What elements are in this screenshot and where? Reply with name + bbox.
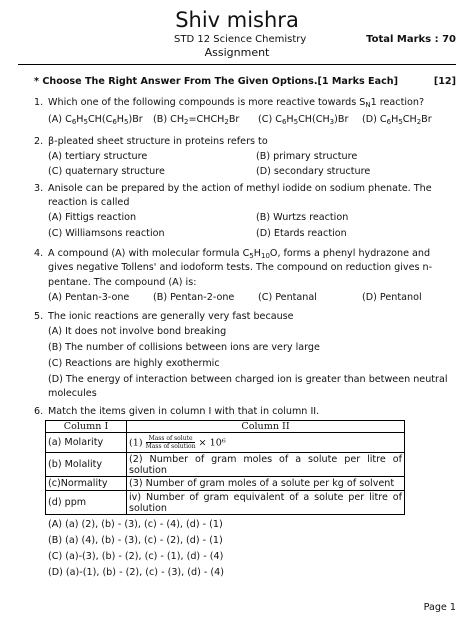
question-5-text: The ionic reactions are generally very fast because <box>48 311 294 322</box>
question-6-option-a: (A) (a) (2), (b) - (3), (c) - (4), (d) - (1) <box>48 519 223 530</box>
question-5-option-c: (C) Reactions are highly exothermic <box>48 358 220 369</box>
question-5-number: 5. <box>34 311 44 322</box>
match-row-a-col2: (1) $\frac{\text{Mass of solute}}{\text{Mass of solution}} \times 10^6$ <box>127 433 405 453</box>
question-2-number: 2. <box>34 136 44 147</box>
question-1-option-d: (D) $C_6H_5CH_2Br$ <box>362 114 432 126</box>
question-3-option-b: (B) Wurtzs reaction <box>256 212 349 223</box>
class-subject: STD 12 Science Chemistry <box>174 34 307 45</box>
question-3-option-d: (D) Etards reaction <box>256 228 347 239</box>
question-4-option-d: (D) Pentanol <box>362 292 422 303</box>
question-3-option-c: (C) Williamsons reaction <box>48 228 165 239</box>
question-6-text: Match the items given in column I with that in column II. <box>48 406 320 417</box>
question-5-option-d-continued: molecules <box>48 388 97 399</box>
question-4-option-a: (A) Pentan-3-one <box>48 292 130 303</box>
question-4-text-line2: gives negative Tollens' and iodoform tests. The compound on reduction gives n- <box>48 262 433 273</box>
question-2-text: β-pleated sheet structure in proteins refers to <box>48 136 268 147</box>
total-marks: Total Marks : 70 <box>366 34 456 45</box>
question-4-number: 4. <box>34 248 44 259</box>
question-6-option-c: (C) (a)-(3), (b) - (2), (c) - (1), (d) - (4) <box>48 551 224 562</box>
fraction: $\frac{\text{Mass of solute}}{\text{Mass of solution}}$ <box>145 435 196 450</box>
question-6-option-b: (B) (a) (4), (b) - (3), (c) - (2), (d) - (1) <box>48 535 223 546</box>
question-1-option-b: (B) $CH_2=CHCH_2Br$ <box>153 114 240 126</box>
question-3-text-line2: reaction is called <box>48 197 130 208</box>
question-4-option-c: (C) Pentanal <box>258 292 317 303</box>
page-number: Page 1 <box>423 602 456 613</box>
question-4-text-line3: pentane. The compound (A) is: <box>48 277 197 288</box>
match-row-b-col1: (b) Molality <box>46 453 127 477</box>
column-2-header: Column II <box>127 421 405 433</box>
question-1-text: Which one of the following compounds is more reactive towards $S_N1$ reaction? <box>48 97 425 109</box>
section-instruction: * Choose The Right Answer From The Given Options.[1 Marks Each] <box>34 76 398 87</box>
header-divider <box>18 64 456 65</box>
match-row-c-col1: (c)Normality <box>46 477 127 491</box>
match-table <box>45 420 405 515</box>
question-1-number: 1. <box>34 97 44 108</box>
question-5-option-d: (D) The energy of interaction between charged ion is greater than between neutral <box>48 374 448 385</box>
match-row-c-col2: (3) Number of gram moles of a solute per kg of solvent <box>127 477 405 491</box>
question-3-number: 3. <box>34 183 44 194</box>
question-2-option-b: (B) primary structure <box>256 151 358 162</box>
match-row-b-col2: (2) Number of gram moles of a solute per litre of solution <box>127 453 405 477</box>
column-1-header: Column I <box>46 421 127 433</box>
match-row-a-col1: (a) Molarity <box>46 433 127 453</box>
question-3-option-a: (A) Fittigs reaction <box>48 212 137 223</box>
question-5-option-b: (B) The number of collisions between ions are very large <box>48 342 320 353</box>
document-type: Assignment <box>204 46 270 59</box>
question-4-option-b: (B) Pentan-2-one <box>153 292 235 303</box>
question-6-number: 6. <box>34 406 44 417</box>
question-2-option-a: (A) tertiary structure <box>48 151 148 162</box>
student-name: Shiv mishra <box>175 8 299 32</box>
question-6-option-d: (D) (a)-(1), (b) - (2), (c) - (3), (d) - (4) <box>48 567 224 578</box>
match-row-d-col2: iv) Number of gram equivalent of a solute per litre of solution <box>127 491 405 515</box>
question-2-option-d: (D) secondary structure <box>256 166 371 177</box>
section-marks: [12] <box>433 76 456 87</box>
question-1-option-c: (C) $C_6H_5CH(CH_3)Br$ <box>258 114 349 126</box>
question-3-text-line1: Anisole can be prepared by the action of methyl iodide on sodium phenate. The <box>48 183 432 194</box>
match-row-d-col1: (d) ppm <box>46 491 127 515</box>
question-1-option-a: (A) $C_6H_5CH(C_6H_5)Br$ <box>48 114 143 126</box>
question-2-option-c: (C) quaternary structure <box>48 166 165 177</box>
question-5-option-a: (A) It does not involve bond breaking <box>48 326 227 337</box>
question-4-text-line1: A compound (A) with molecular formula $C_5H_{10}O$, forms a phenyl hydrazone and <box>48 248 431 260</box>
